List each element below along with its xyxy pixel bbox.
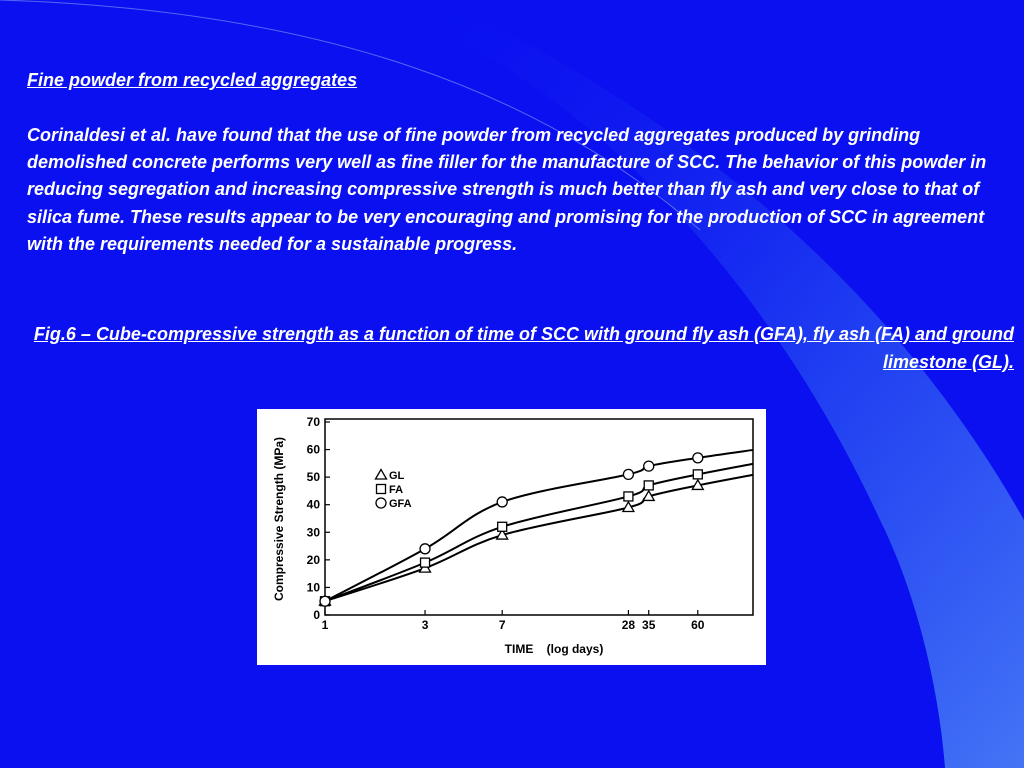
data-point-fa — [693, 470, 702, 479]
x-tick-label: 3 — [421, 618, 429, 632]
data-point-gfa — [420, 544, 430, 554]
legend-marker-gl — [376, 470, 387, 480]
x-tick-label: 35 — [642, 618, 656, 632]
x-tick-label: 1 — [321, 618, 329, 632]
y-tick-label: 30 — [306, 525, 320, 540]
x-tick-label: 60 — [691, 618, 705, 632]
y-tick-label: 50 — [306, 470, 320, 485]
y-tick-label: 60 — [306, 442, 320, 457]
data-point-gfa — [497, 497, 507, 507]
data-point-fa — [644, 481, 653, 490]
y-tick-label: 0 — [313, 608, 320, 622]
x-tick-label: 28 — [621, 618, 636, 632]
caption-dash: – — [80, 324, 91, 344]
caption-text: Cube-compressive strength as a function of time of SCC with ground fly ash (GFA), fly ash (FA) and ground limestone (GL). — [95, 324, 1014, 372]
data-point-fa — [421, 558, 430, 567]
data-point-gfa — [623, 469, 633, 479]
legend-label-gl: GL — [389, 470, 405, 482]
slide-title: Fine powder from recycled aggregates — [27, 70, 358, 90]
data-point-fa — [498, 522, 507, 531]
x-tick-label: 7 — [498, 618, 506, 632]
data-point-gfa — [644, 461, 654, 471]
data-point-gfa — [320, 596, 330, 606]
y-tick-label: 70 — [306, 415, 320, 429]
legend-label-gfa: GFA — [389, 498, 412, 510]
y-tick-label: 40 — [306, 497, 320, 512]
legend-label-fa: FA — [389, 484, 404, 496]
y-axis-label: Compressive Strength (MPa) — [272, 436, 286, 602]
data-point-fa — [624, 492, 633, 501]
figure-caption — [20, 320, 1014, 376]
x-axis-label: TIME (log days) — [504, 642, 604, 656]
strength-chart — [257, 409, 766, 665]
caption-prefix: Fig.6 — [33, 324, 76, 344]
data-point-gfa — [693, 453, 703, 463]
y-tick-label: 20 — [306, 552, 320, 567]
legend-marker-fa — [377, 485, 386, 494]
body-paragraph: Corinaldesi et al. have found that the use of fine powder from recycled aggregates produced by grinding demolished concrete performs very well as fine filler for the manufacture of SCC. The behavior of this powder in reducing segregation and increasing compressive strength is much better than fly ash and very close to that of silica fume. These results appear to be very encouraging and promising for the production of SCC in agreement with the requirements needed for a sustainable progress. — [27, 125, 987, 254]
chart-figure — [257, 409, 766, 665]
legend-marker-gfa — [376, 498, 386, 508]
y-tick-label: 10 — [306, 580, 320, 595]
